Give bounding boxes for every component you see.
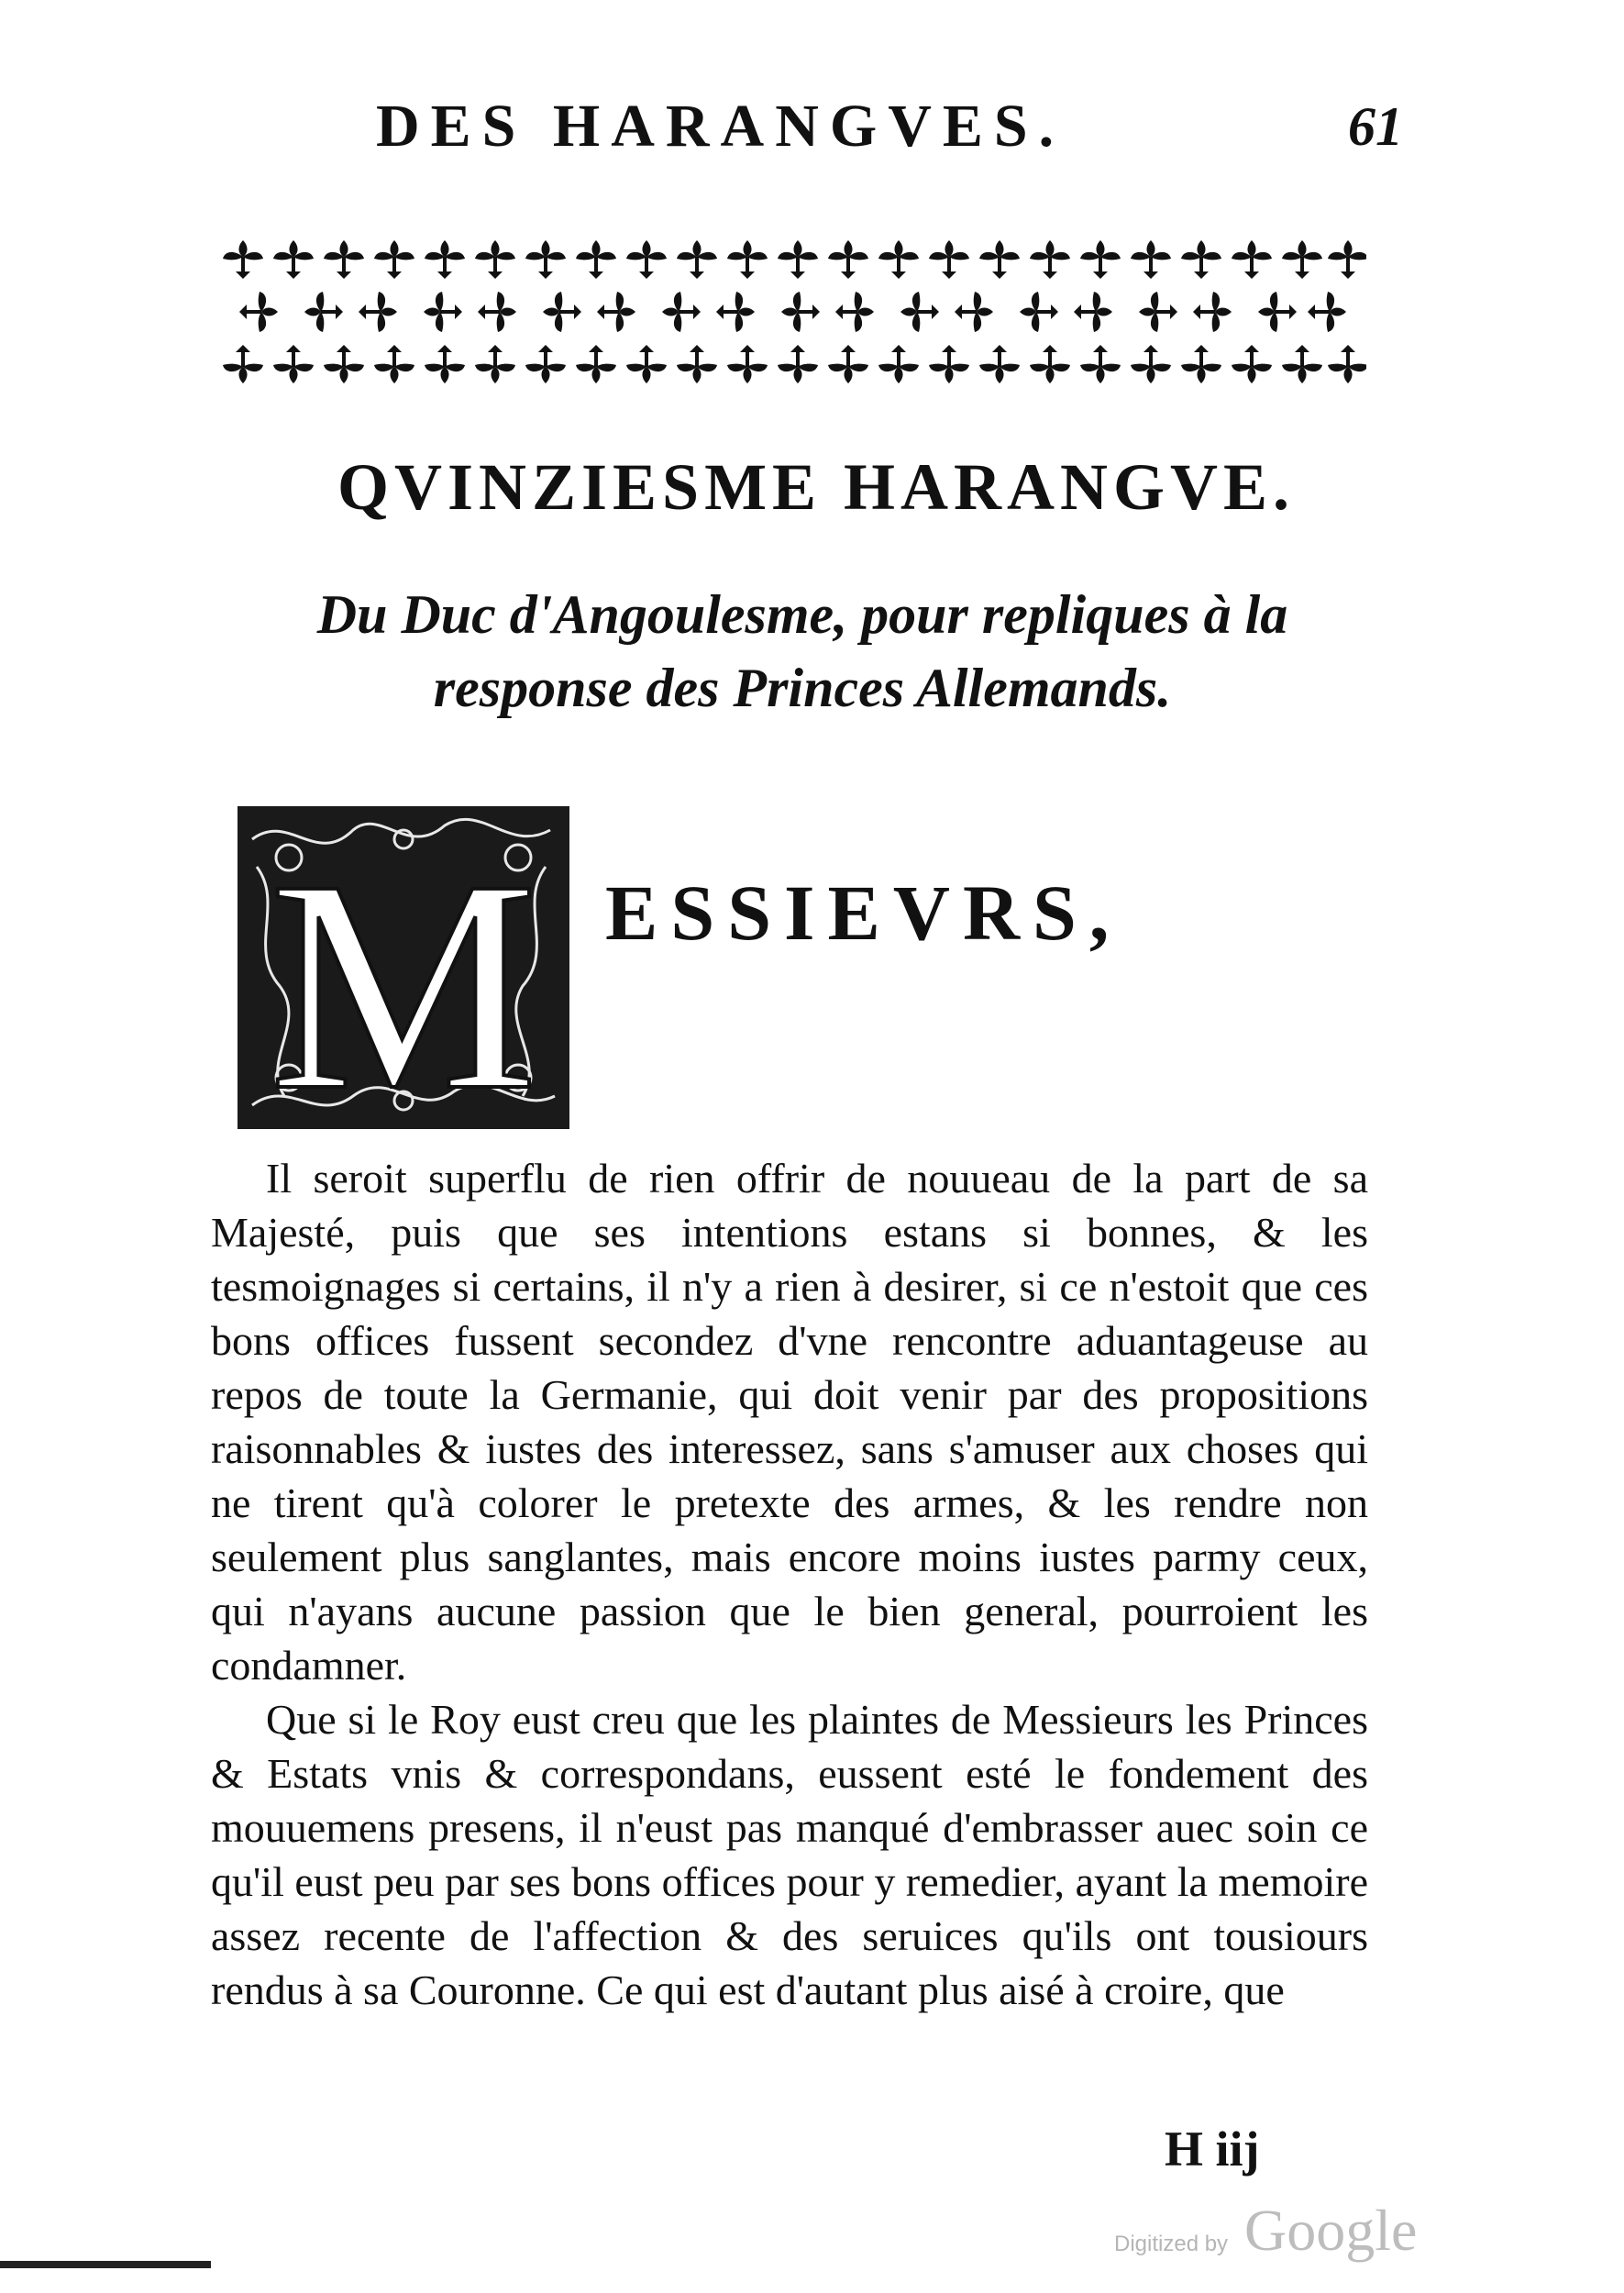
ornament-row-middle xyxy=(239,292,1346,332)
ornament-row-bottom xyxy=(223,345,1366,383)
paragraph-2: Que si le Roy eust creu que les plaintes de Messieurs les Princes & Estats vnis & correspondans, eussent esté le fondement des mouuemens presens, il n'eust pas manqué d'embrasser auec soin ce qu'il eust peu par ses bons offices pour y remedier, ayant la memoire assez recente de l'affection & des seruices qu'ils ont tousiours rendus à sa Couronne. Ce qui est d'autant plus aisé à croire, que xyxy=(211,1696,1368,2013)
paragraph-1: Il seroit superflu de rien offrir de nouueau de la part de sa Majesté, puis que ses intentions estans si bonnes, & les tesmoignages si certains, il n'y a rien à desirer, si ce n'estoit que ces bons offices fussent secondez d'vne rencontre aduantageuse au repos de toute la Germanie, qui doit venir par des propositions raisonnables & iustes des interessez, sans s'amuser aux choses qui ne tirent qu'à colorer le pretexte des armes, & les rendre non seulement plus sanglantes, mais encore moins iustes parmy ceux, qui n'ayans aucune passion que le bien general, pourroient les condamner. xyxy=(211,1155,1368,1689)
signature-mark: H iij xyxy=(1165,2121,1260,2177)
watermark-brand: Google xyxy=(1244,2198,1418,2263)
initial-letter: M xyxy=(269,818,538,1133)
scan-edge-mark xyxy=(0,2261,211,2268)
harangue-title: QVINZIESME HARANGVE. xyxy=(337,450,1296,524)
decorated-initial xyxy=(234,803,573,1133)
harangue-body xyxy=(211,1151,1368,2017)
running-title: DES HARANGVES. xyxy=(376,93,1066,160)
subtitle-line-1: Du Duc d'Angoulesme, pour repliques à la xyxy=(316,584,1288,645)
subtitle-line-2: response des Princes Allemands. xyxy=(433,658,1172,718)
page-number: 61 xyxy=(1348,96,1403,157)
running-head xyxy=(376,92,1403,174)
ornament-row-top xyxy=(223,240,1366,279)
harangue-subtitle xyxy=(211,578,1394,725)
watermark-digitized-by: Digitized by xyxy=(1114,2232,1229,2256)
fleuron-ornament-band xyxy=(220,225,1366,399)
digitization-watermark xyxy=(1114,2197,1463,2270)
salutation: ESSIEVRS, xyxy=(605,869,1122,957)
